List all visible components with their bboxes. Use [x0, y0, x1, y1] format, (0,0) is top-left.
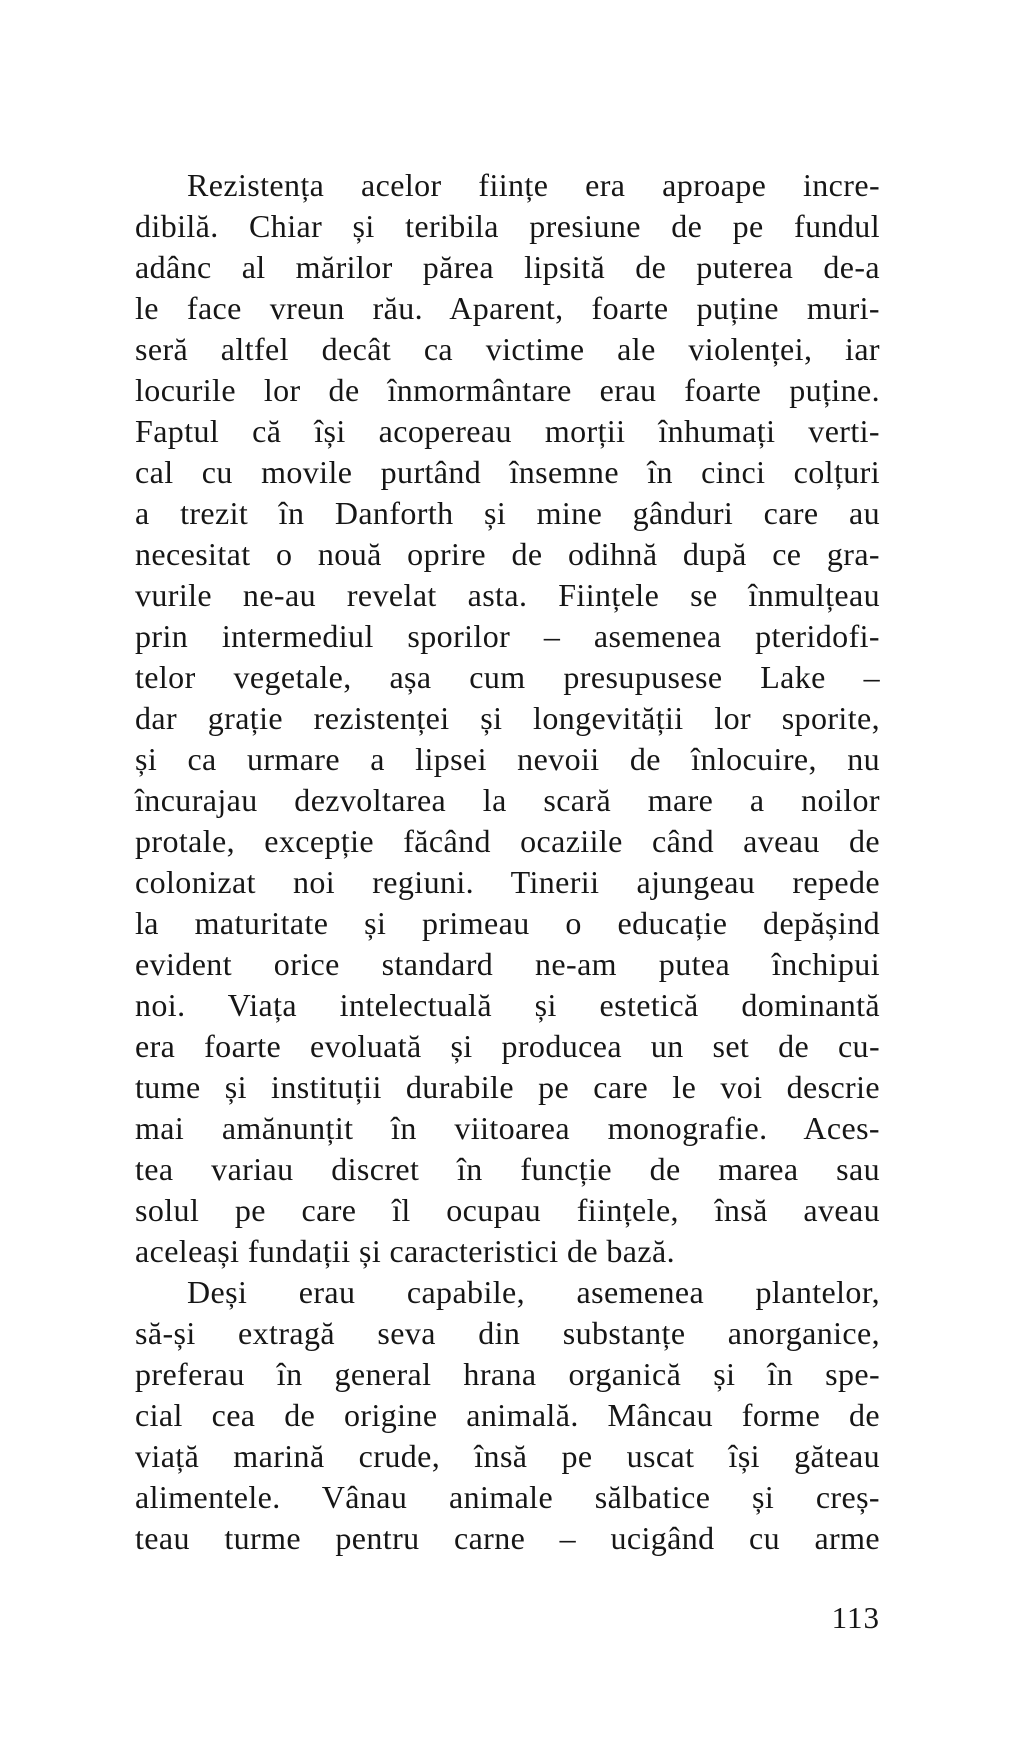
text-line: locurile lor de înmormântare erau foarte puține.: [135, 372, 880, 408]
text-line: tea variau discret în funcție de marea sau: [135, 1151, 880, 1187]
text-line: protale, excepție făcând ocaziile când aveau de: [135, 823, 880, 859]
text-line: preferau în general hrana organică și în spe-: [135, 1356, 880, 1392]
text-line: noi. Viața intelectuală și estetică dominantă: [135, 987, 880, 1023]
text-line: adânc al mărilor părea lipsită de puterea de-a: [135, 249, 880, 285]
text-line: colonizat noi regiuni. Tinerii ajungeau repede: [135, 864, 880, 900]
text-block: [135, 165, 880, 1559]
text-line: dibilă. Chiar și teribila presiune de pe fundul: [135, 208, 880, 244]
text-line: teau turme pentru carne – ucigând cu arme: [135, 1520, 880, 1556]
text-line: telor vegetale, așa cum presupusese Lake –: [135, 659, 880, 695]
text-line: să-și extragă seva din substanțe anorganice,: [135, 1315, 880, 1351]
text-line: alimentele. Vânau animale sălbatice și creș-: [135, 1479, 880, 1515]
text-line: cial cea de origine animală. Mâncau forme de: [135, 1397, 880, 1433]
text-line: încurajau dezvoltarea la scară mare a noilor: [135, 782, 880, 818]
text-line: și ca urmare a lipsei nevoii de înlocuire, nu: [135, 741, 880, 777]
text-line: seră altfel decât ca victime ale violenței, iar: [135, 331, 880, 367]
text-line: aceleași fundații și caracteristici de bază.: [135, 1233, 675, 1269]
text-line: Rezistența acelor ființe era aproape incre-: [187, 167, 880, 203]
text-line: prin intermediul sporilor – asemenea pteridofi-: [135, 618, 880, 654]
paragraph: [135, 165, 880, 1272]
text-line: mai amănunțit în viitoarea monografie. Aces-: [135, 1110, 880, 1146]
page-number: 113: [831, 1600, 880, 1635]
text-line: viață marină crude, însă pe uscat își găteau: [135, 1438, 880, 1474]
paragraph: [135, 1272, 880, 1559]
text-line: cal cu movile purtând însemne în cinci colțuri: [135, 454, 880, 490]
text-line: era foarte evoluată și producea un set de cu-: [135, 1028, 880, 1064]
text-line: a trezit în Danforth și mine gânduri care au: [135, 495, 880, 531]
text-line: la maturitate și primeau o educație depășind: [135, 905, 880, 941]
text-line: le face vreun rău. Aparent, foarte puține muri-: [135, 290, 880, 326]
text-line: evident orice standard ne-am putea închipui: [135, 946, 880, 982]
text-line: dar grație rezistenței și longevității lor sporite,: [135, 700, 880, 736]
text-line: necesitat o nouă oprire de odihnă după ce gra-: [135, 536, 880, 572]
text-line: solul pe care îl ocupau ființele, însă aveau: [135, 1192, 880, 1228]
text-line: Deși erau capabile, asemenea plantelor,: [187, 1274, 880, 1310]
text-line: Faptul că își acopereau morții înhumați verti-: [135, 413, 880, 449]
text-line: vurile ne-au revelat asta. Ființele se înmulțeau: [135, 577, 880, 613]
text-line: tume și instituții durabile pe care le voi descrie: [135, 1069, 880, 1105]
